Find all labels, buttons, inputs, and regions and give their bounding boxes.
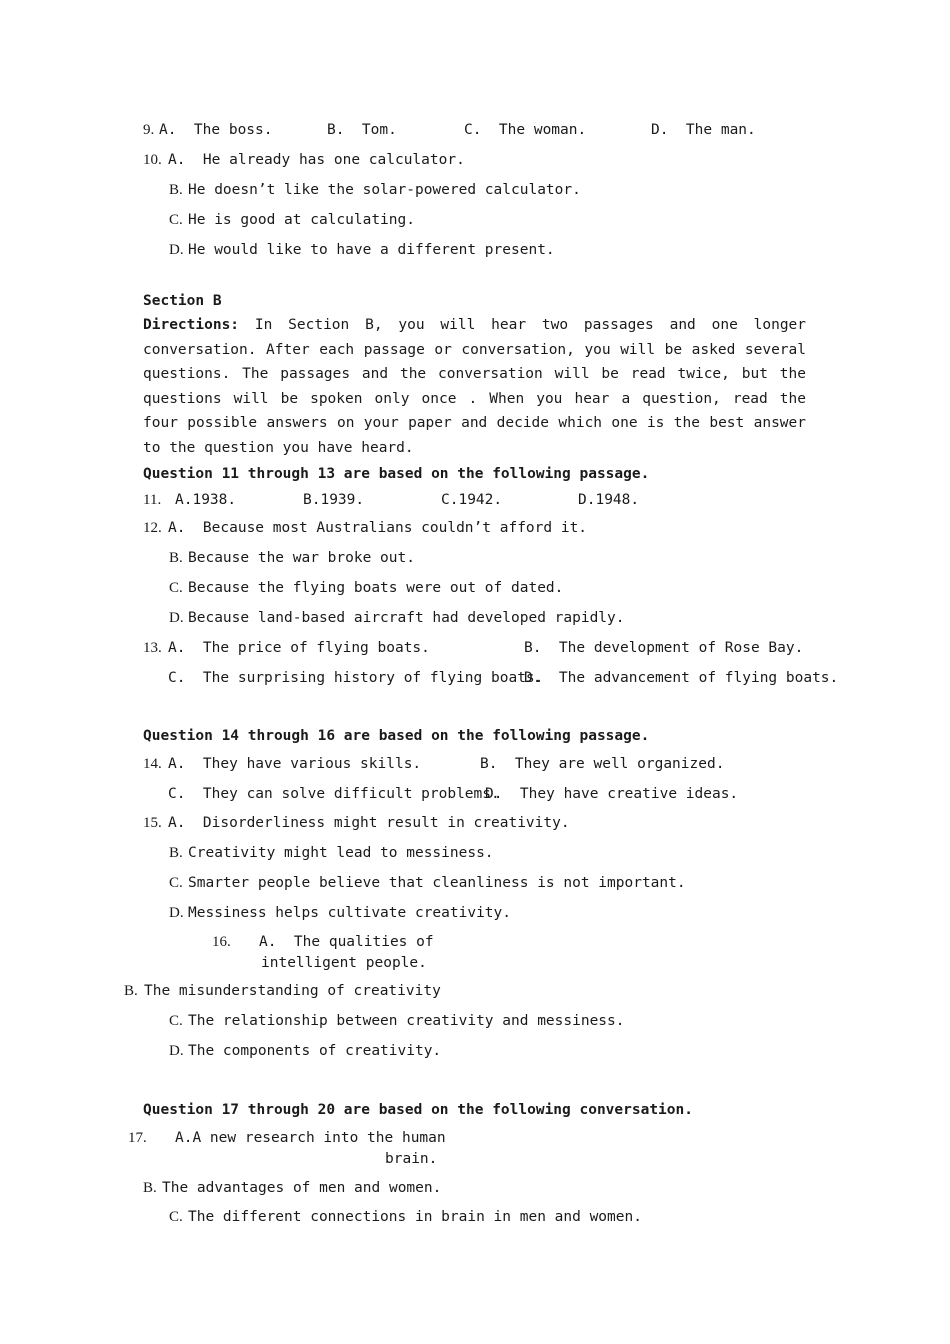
option-letter: C. [169, 580, 183, 596]
option-d: D.1948. [578, 492, 640, 508]
option-d: D. They have creative ideas. [485, 786, 739, 802]
option-letter: B. [169, 182, 183, 198]
option-b: B. They are well organized. [480, 756, 725, 772]
option-d: D. The advancement of flying boats. [524, 670, 839, 686]
option-letter: C. [169, 1209, 183, 1225]
option-c: C. They can solve difficult problems. [168, 786, 500, 802]
option-b: B. Tom. [327, 122, 397, 138]
option-b: Because the war broke out. [188, 550, 415, 566]
option-a: A. The qualities of [259, 934, 434, 950]
option-c: Smarter people believe that cleanliness is not important. [188, 875, 686, 891]
option-letter: D. [169, 610, 184, 626]
group-title: Question 11 through 13 are based on the following passage. [143, 466, 650, 482]
option-letter: D. [169, 905, 184, 921]
option-a: A. They have various skills. [168, 756, 422, 772]
option-letter: C. [169, 212, 183, 228]
option-a: A.1938. [175, 492, 237, 508]
option-letter: B. [169, 845, 183, 861]
option-d: D. The man. [651, 122, 756, 138]
group-title: Question 17 through 20 are based on the following conversation. [143, 1102, 693, 1118]
question-number: 13. [143, 640, 162, 656]
directions-text: In Section B, you will hear two passages and one longer conversation. After each passage or conversation, you will be asked several questions. The passages and the conversation will be read twice, but the questions will be spoken only once . When you hear a question, read the four possible answers on your paper and decide which one is the best answer to the question you have heard. [143, 317, 807, 456]
option-c: C. The surprising history of flying boats. [168, 670, 544, 686]
option-b: B. The development of Rose Bay. [524, 640, 804, 656]
option-c: The relationship between creativity and messiness. [188, 1013, 625, 1029]
option-letter: B. [169, 550, 183, 566]
question-number: 14. [143, 756, 162, 772]
section-heading: Section B [143, 293, 222, 309]
option-d: He would like to have a different present. [188, 242, 555, 258]
option-b: B.1939. [303, 492, 365, 508]
option-a: A. The boss. [159, 122, 273, 138]
question-number: 17. [128, 1130, 147, 1146]
option-a: A. The price of flying boats. [168, 640, 430, 656]
group-title: Question 14 through 16 are based on the following passage. [143, 728, 650, 744]
option-letter: B. [124, 983, 138, 999]
directions-label: Directions: [143, 317, 240, 333]
option-a: A. He already has one calculator. [168, 152, 465, 168]
option-b: Creativity might lead to messiness. [188, 845, 494, 861]
option-letter: C. [169, 1013, 183, 1029]
option-a-continued: brain. [385, 1151, 438, 1167]
option-letter: D. [169, 1043, 184, 1059]
option-c: The different connections in brain in men and women. [188, 1209, 642, 1225]
question-number: 12. [143, 520, 162, 536]
directions-paragraph [143, 313, 806, 461]
option-c: C.1942. [441, 492, 503, 508]
option-d: Because land-based aircraft had developed rapidly. [188, 610, 625, 626]
option-c: C. The woman. [464, 122, 587, 138]
option-b: The misunderstanding of creativity [144, 983, 441, 999]
option-c: He is good at calculating. [188, 212, 415, 228]
option-a: A. Disorderliness might result in creativity. [168, 815, 570, 831]
question-number: 15. [143, 815, 162, 831]
question-number: 9. [143, 122, 155, 138]
option-d: Messiness helps cultivate creativity. [188, 905, 512, 921]
option-b: He doesn’t like the solar-powered calculator. [188, 182, 581, 198]
option-a: A.A new research into the human [175, 1130, 446, 1146]
question-number: 16. [212, 934, 231, 950]
question-number: 11. [143, 492, 162, 508]
option-a: A. Because most Australians couldn’t afford it. [168, 520, 588, 536]
option-letter: C. [169, 875, 183, 891]
option-d: The components of creativity. [188, 1043, 442, 1059]
question-number: 10. [143, 152, 162, 168]
option-c: Because the flying boats were out of dated. [188, 580, 564, 596]
option-letter: B. [143, 1180, 157, 1196]
option-a-continued: intelligent people. [261, 955, 427, 971]
option-b: The advantages of men and women. [162, 1180, 442, 1196]
option-letter: D. [169, 242, 184, 258]
